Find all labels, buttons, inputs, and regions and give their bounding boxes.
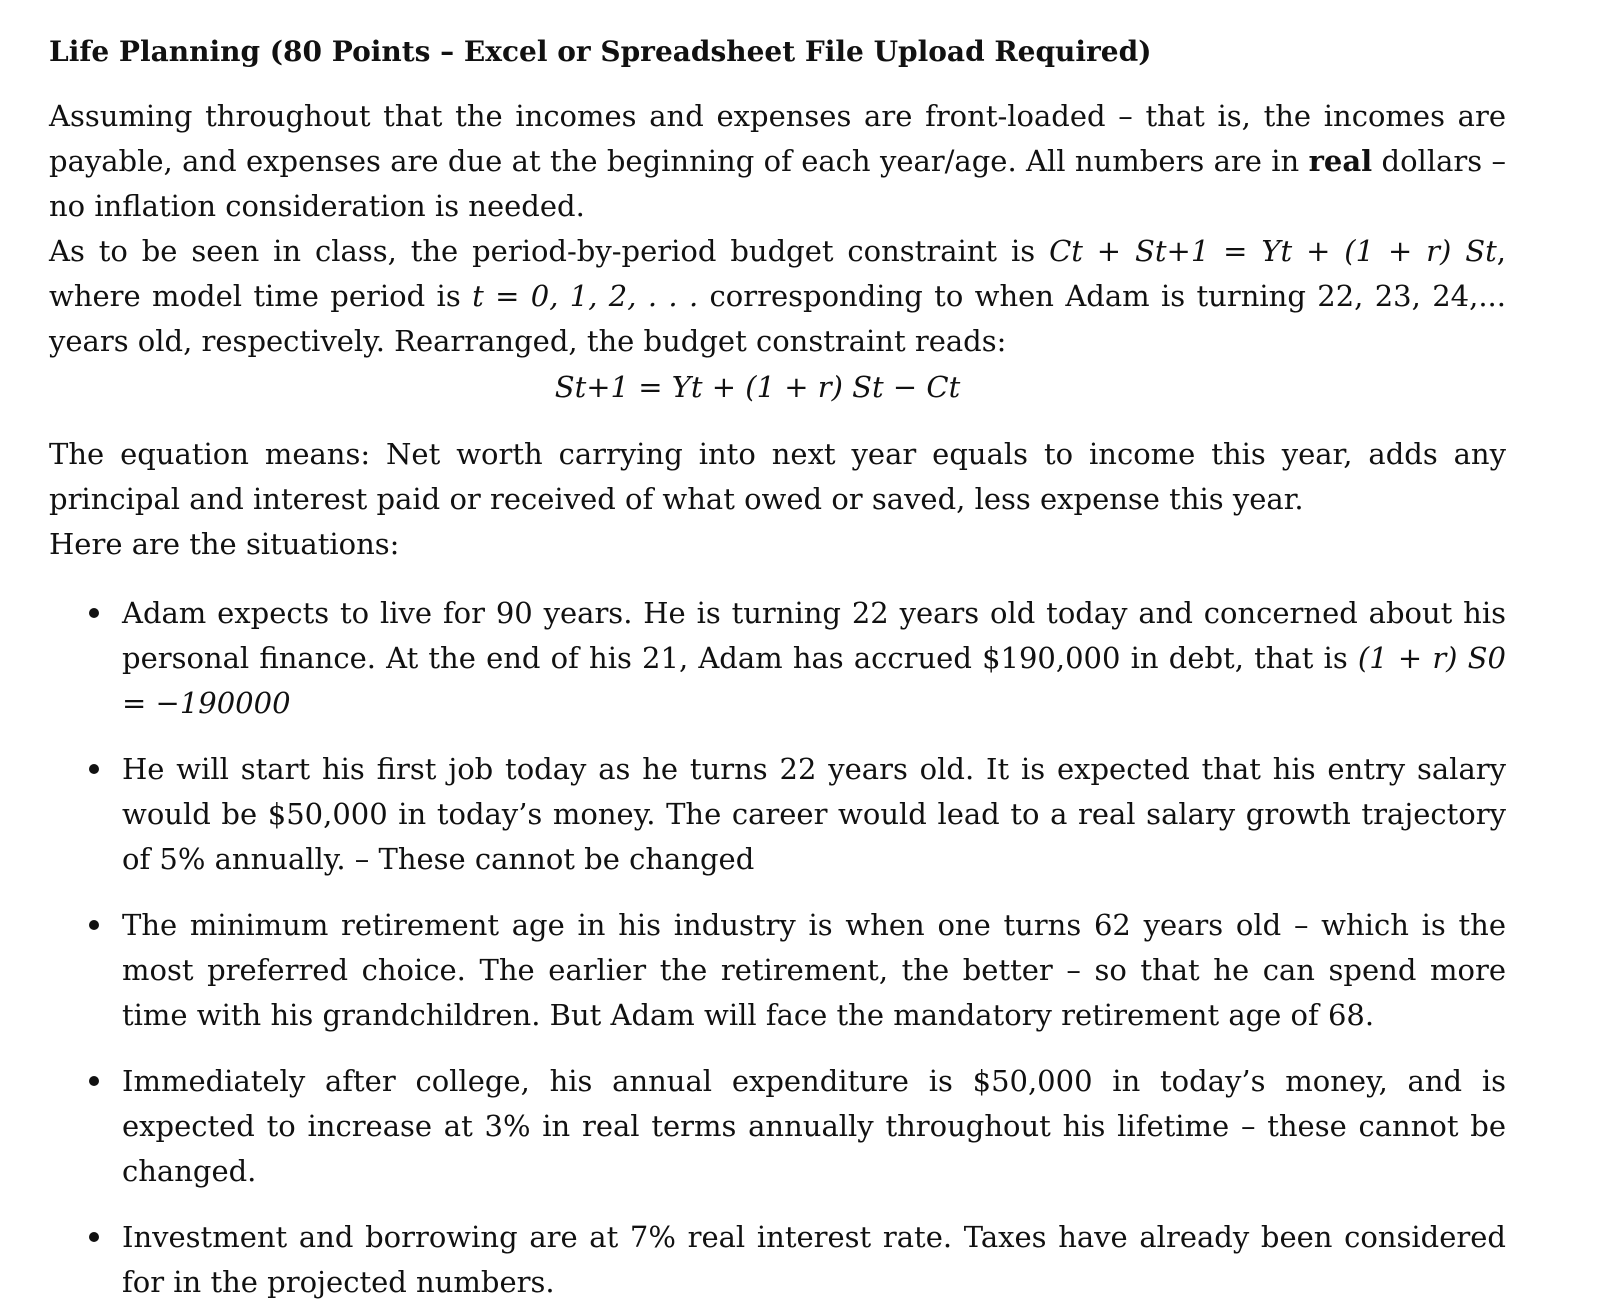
list-item <box>49 1215 1506 1305</box>
intro-paragraph-1 <box>49 94 1506 229</box>
document-title: Life Planning (80 Points – Excel or Spreadsheet File Upload Required) <box>49 35 1152 68</box>
bullet-text: The minimum retirement age in his industry is when one turns 62 years old – which is the most preferred choice. The earlier the retirement, the better – so that he can spend more time with his grandchildren. But Adam will face the mandatory retirement age of 68. <box>122 908 1506 1032</box>
situations-list <box>49 591 1506 1305</box>
bullet-text: Immediately after college, his annual expenditure is $50,000 in today’s money, and is expected to increase at 3% in real terms annually throughout his lifetime – these cannot be changed. <box>122 1064 1506 1188</box>
explanation-paragraph: The equation means: Net worth carrying into next year equals to income this year, adds any principal and interest paid or received of what owed or saved, less expense this year. <box>49 437 1506 516</box>
bullet-text: He will start his first job today as he turns 22 years old. It is expected that his entry salary would be $50,000 in today’s money. The career would lead to a real salary growth trajectory of 5% annually. – These cannot be changed <box>122 752 1506 876</box>
bullet-text: Investment and borrowing are at 7% real interest rate. Taxes have already been considered for in the projected numbers. <box>122 1220 1506 1299</box>
bullet-text: Adam expects to live for 90 years. He is turning 22 years old today and concerned about his personal finance. At the end of his 21, Adam has accrued $190,000 in debt, that is <box>122 596 1506 675</box>
list-item <box>49 1059 1506 1194</box>
bullet-icon <box>89 920 99 930</box>
intro2-text-c: corresponding to when Adam is turning 22, 23, 24,... years old, respectively. Rearranged, the budget constraint reads: <box>49 279 1506 358</box>
budget-constraint-inline: Ct + St+1 = Yt + (1 + r) St <box>1049 234 1497 268</box>
bullet-icon <box>89 608 99 618</box>
intro-text-b: dollars – no inflation consideration is needed. <box>49 144 1507 223</box>
intro2-text-a: As to be seen in class, the period-by-period budget constraint is <box>49 234 1050 268</box>
list-item <box>49 747 1506 882</box>
intro-text-a: Assuming throughout that the incomes and expenses are front-loaded – that is, the incomes are payable, and expenses are due at the beginning of each year/age. All numbers are in <box>49 99 1506 178</box>
intro-paragraph-2 <box>49 229 1506 364</box>
intro-bold-real: real <box>1308 144 1373 178</box>
bullet-math: (1 + r) S0 = −190000 <box>122 641 1506 720</box>
time-period-inline: t = 0, 1, 2, . . . <box>472 279 699 313</box>
list-item <box>49 903 1506 1038</box>
list-item <box>49 591 1506 726</box>
intro2-text-b: , where model time period is <box>49 234 1506 313</box>
bullet-icon <box>89 1232 99 1242</box>
situations-label: Here are the situations: <box>49 527 400 561</box>
bullet-icon <box>89 764 99 774</box>
bullet-icon <box>89 1076 99 1086</box>
rearranged-equation: St+1 = Yt + (1 + r) St − Ct <box>554 370 961 404</box>
